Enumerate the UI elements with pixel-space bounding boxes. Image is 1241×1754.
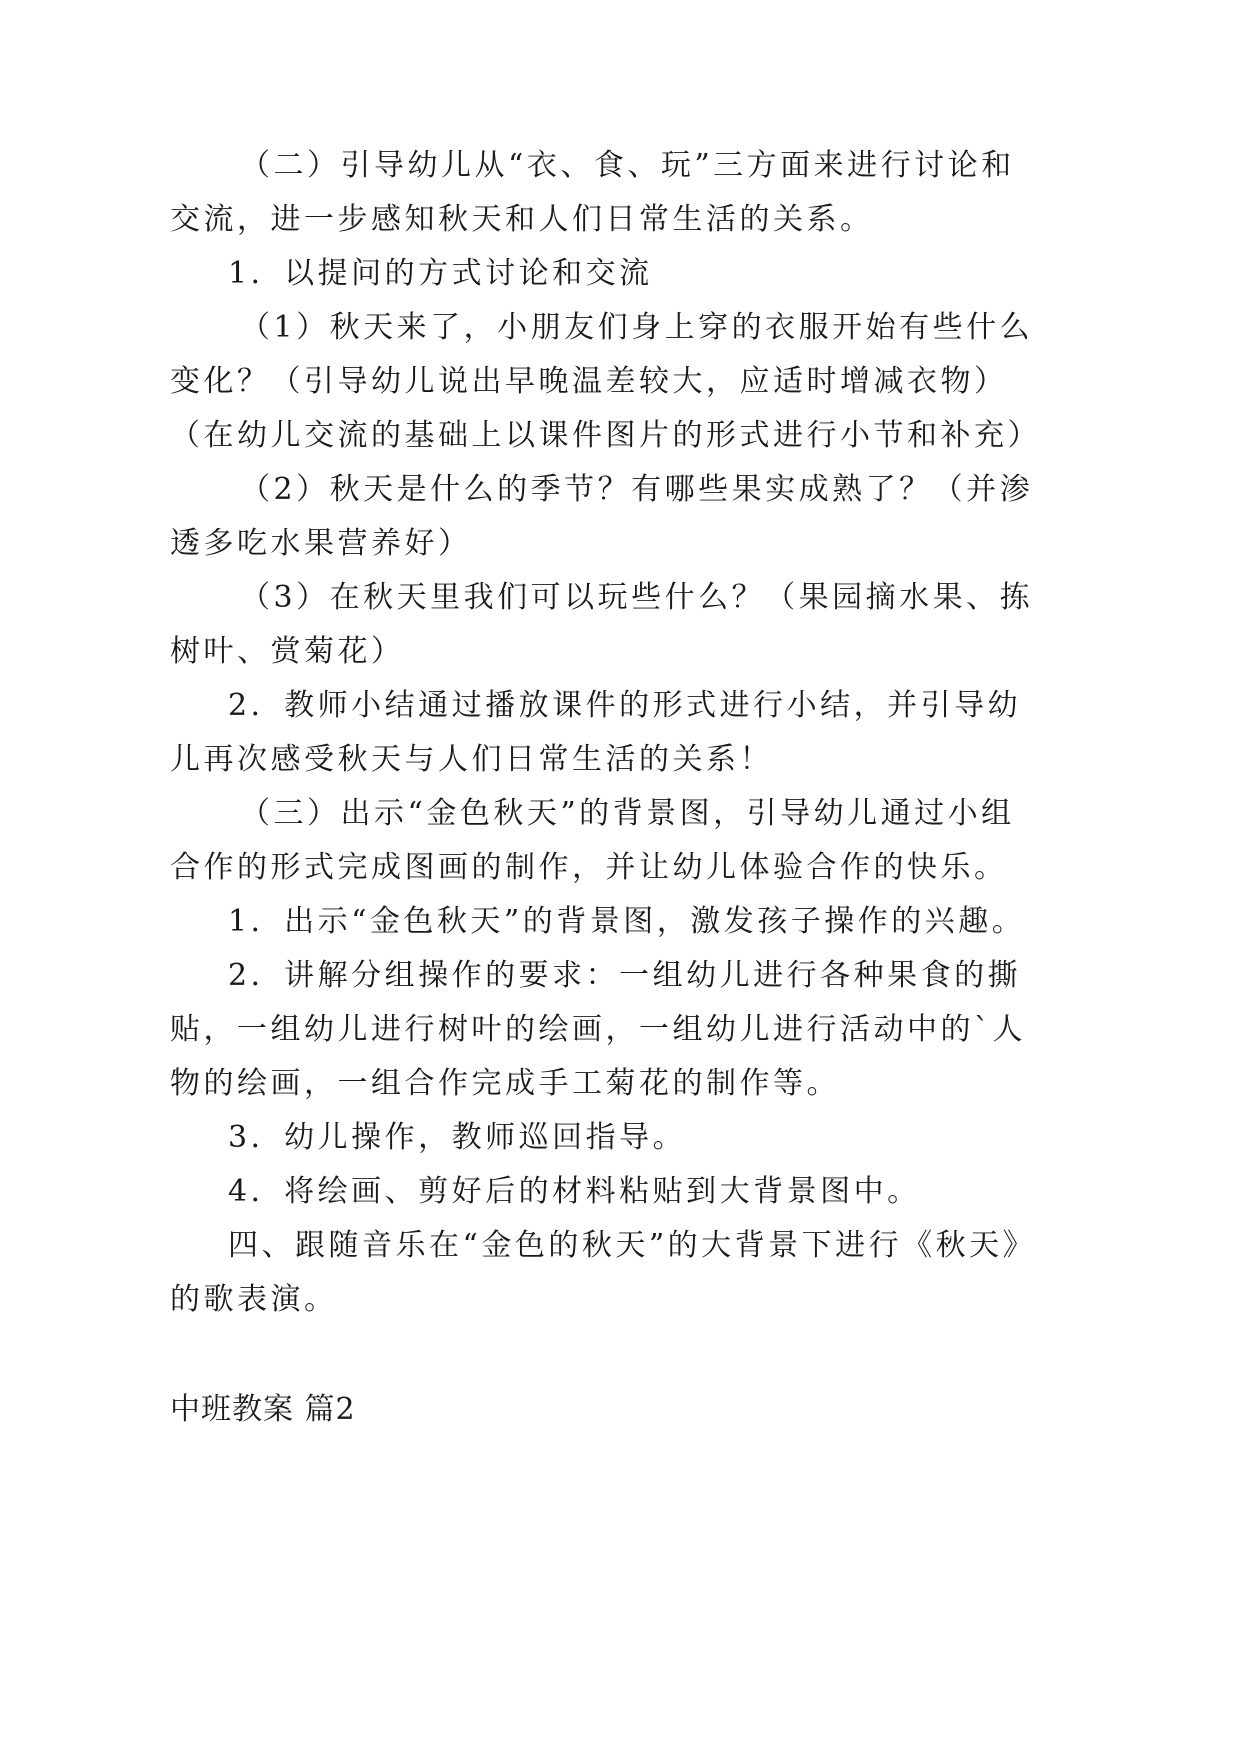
paragraph-line: （2）秋天是什么的季节？有哪些果实成熟了？（并渗 — [240, 472, 1034, 507]
paragraph-line: 2．讲解分组操作的要求：一组幼儿进行各种果食的撕 — [228, 958, 1022, 993]
paragraph-line: 2．教师小结通过播放课件的形式进行小结，并引导幼 — [228, 688, 1022, 723]
paragraph-line: 四、跟随音乐在“金色的秋天”的大背景下进行《秋天》 — [228, 1228, 1037, 1263]
paragraph-line: （三）出示“金色秋天”的背景图，引导幼儿通过小组 — [240, 796, 1015, 831]
paragraph-line: （1）秋天来了，小朋友们身上穿的衣服开始有些什么 — [240, 310, 1034, 345]
paragraph-line: 1．以提问的方式讨论和交流 — [228, 256, 653, 291]
paragraph-line: 树叶、赏菊花） — [170, 634, 405, 669]
paragraph-line: 的歌表演。 — [170, 1282, 338, 1317]
paragraph-line: 合作的形式完成图画的制作，并让幼儿体验合作的快乐。 — [170, 850, 1008, 885]
paragraph-line: （3）在秋天里我们可以玩些什么？（果园摘水果、拣 — [240, 580, 1034, 615]
paragraph-line: 1．出示“金色秋天”的背景图，激发孩子操作的兴趣。 — [228, 904, 1026, 939]
paragraph-line: 交流，进一步感知秋天和人们日常生活的关系。 — [170, 202, 874, 237]
paragraph-line: 透多吃水果营养好） — [170, 526, 472, 561]
paragraph-line: 贴，一组幼儿进行树叶的绘画，一组幼儿进行活动中的`人 — [170, 1012, 1026, 1047]
paragraph-line: （二）引导幼儿从“衣、食、玩”三方面来进行讨论和 — [240, 148, 1015, 183]
section-heading: 中班教案 篇2 — [170, 1392, 356, 1427]
paragraph-line: 3．幼儿操作，教师巡回指导。 — [228, 1120, 687, 1155]
paragraph-line: 儿再次感受秋天与人们日常生活的关系！ — [170, 742, 773, 777]
paragraph-line: 物的绘画，一组合作完成手工菊花的制作等。 — [170, 1066, 840, 1101]
paragraph-line: 4．将绘画、剪好后的材料粘贴到大背景图中。 — [228, 1174, 921, 1209]
paragraph-line: （在幼儿交流的基础上以课件图片的形式进行小节和补充） — [170, 418, 1041, 453]
paragraph-line: 变化？（引导幼儿说出早晚温差较大，应适时增减衣物） — [170, 364, 1008, 399]
